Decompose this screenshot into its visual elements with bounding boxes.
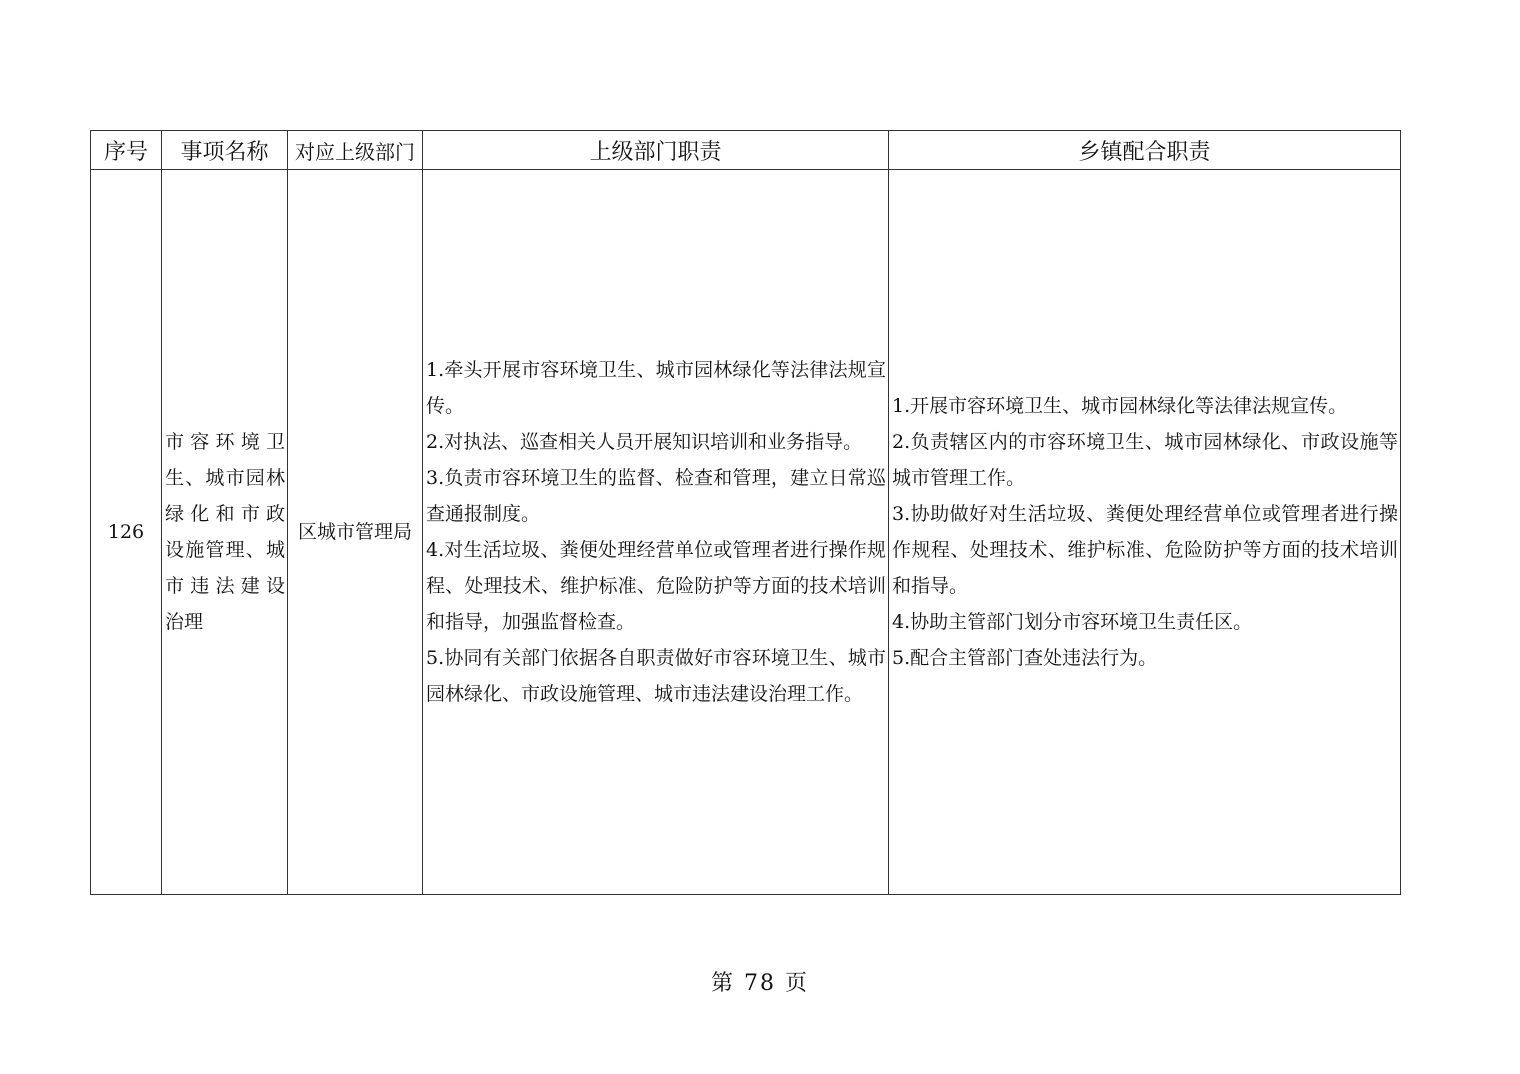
table-row — [91, 170, 1401, 895]
duty-table — [90, 130, 1401, 895]
row-item-name — [162, 170, 288, 895]
header-town-duty: 乡镇配合职责 — [889, 131, 1401, 170]
town-duty-item: 1.开展市容环境卫生、城市园林绿化等法律法规宣传。 — [892, 395, 1348, 417]
row-seq: 126 — [91, 170, 162, 895]
item-name-line: 市违法建设 — [165, 575, 285, 597]
header-seq: 序号 — [91, 131, 162, 170]
header-item-name: 事项名称 — [162, 131, 288, 170]
row-dept: 区城市管理局 — [288, 170, 423, 895]
item-name-line: 生、城市园林 — [165, 467, 285, 489]
upper-duty-item: 2.对执法、巡查相关人员开展知识培训和业务指导。 — [426, 431, 863, 453]
town-duty-item: 3.协助做好对生活垃圾、粪便处理经营单位或管理者进行操作规程、处理技术、维护标准、危险防护等方面的技术培训和指导。 — [892, 503, 1398, 597]
row-upper-duties — [423, 170, 889, 895]
item-name-line: 市容环境卫 — [165, 431, 285, 453]
row-town-duties — [889, 170, 1401, 895]
item-name-line: 治理 — [165, 611, 204, 633]
upper-duty-item: 1.牵头开展市容环境卫生、城市园林绿化等法律法规宣传。 — [426, 359, 886, 417]
upper-duty-item: 5.协同有关部门依据各自职责做好市容环境卫生、城市园林绿化、市政设施管理、城市违法建设治理工作。 — [426, 647, 886, 705]
item-name-line: 绿化和市政 — [165, 503, 285, 525]
header-dept: 对应上级部门 — [288, 131, 423, 170]
town-duty-item: 5.配合主管部门查处违法行为。 — [892, 647, 1158, 669]
upper-duty-item: 4.对生活垃圾、粪便处理经营单位或管理者进行操作规程、处理技术、维护标准、危险防护等方面的技术培训和指导，加强监督检查。 — [426, 539, 886, 633]
item-name-line: 设施管理、城 — [165, 539, 285, 561]
page-number: 第 78 页 — [711, 971, 809, 996]
upper-duty-item: 3.负责市容环境卫生的监督、检查和管理，建立日常巡查通报制度。 — [426, 467, 886, 525]
town-duty-item: 2.负责辖区内的市容环境卫生、城市园林绿化、市政设施等城市管理工作。 — [892, 431, 1398, 489]
header-upper-duty: 上级部门职责 — [423, 131, 889, 170]
header-row — [91, 131, 1401, 170]
town-duty-item: 4.协助主管部门划分市容环境卫生责任区。 — [892, 611, 1253, 633]
